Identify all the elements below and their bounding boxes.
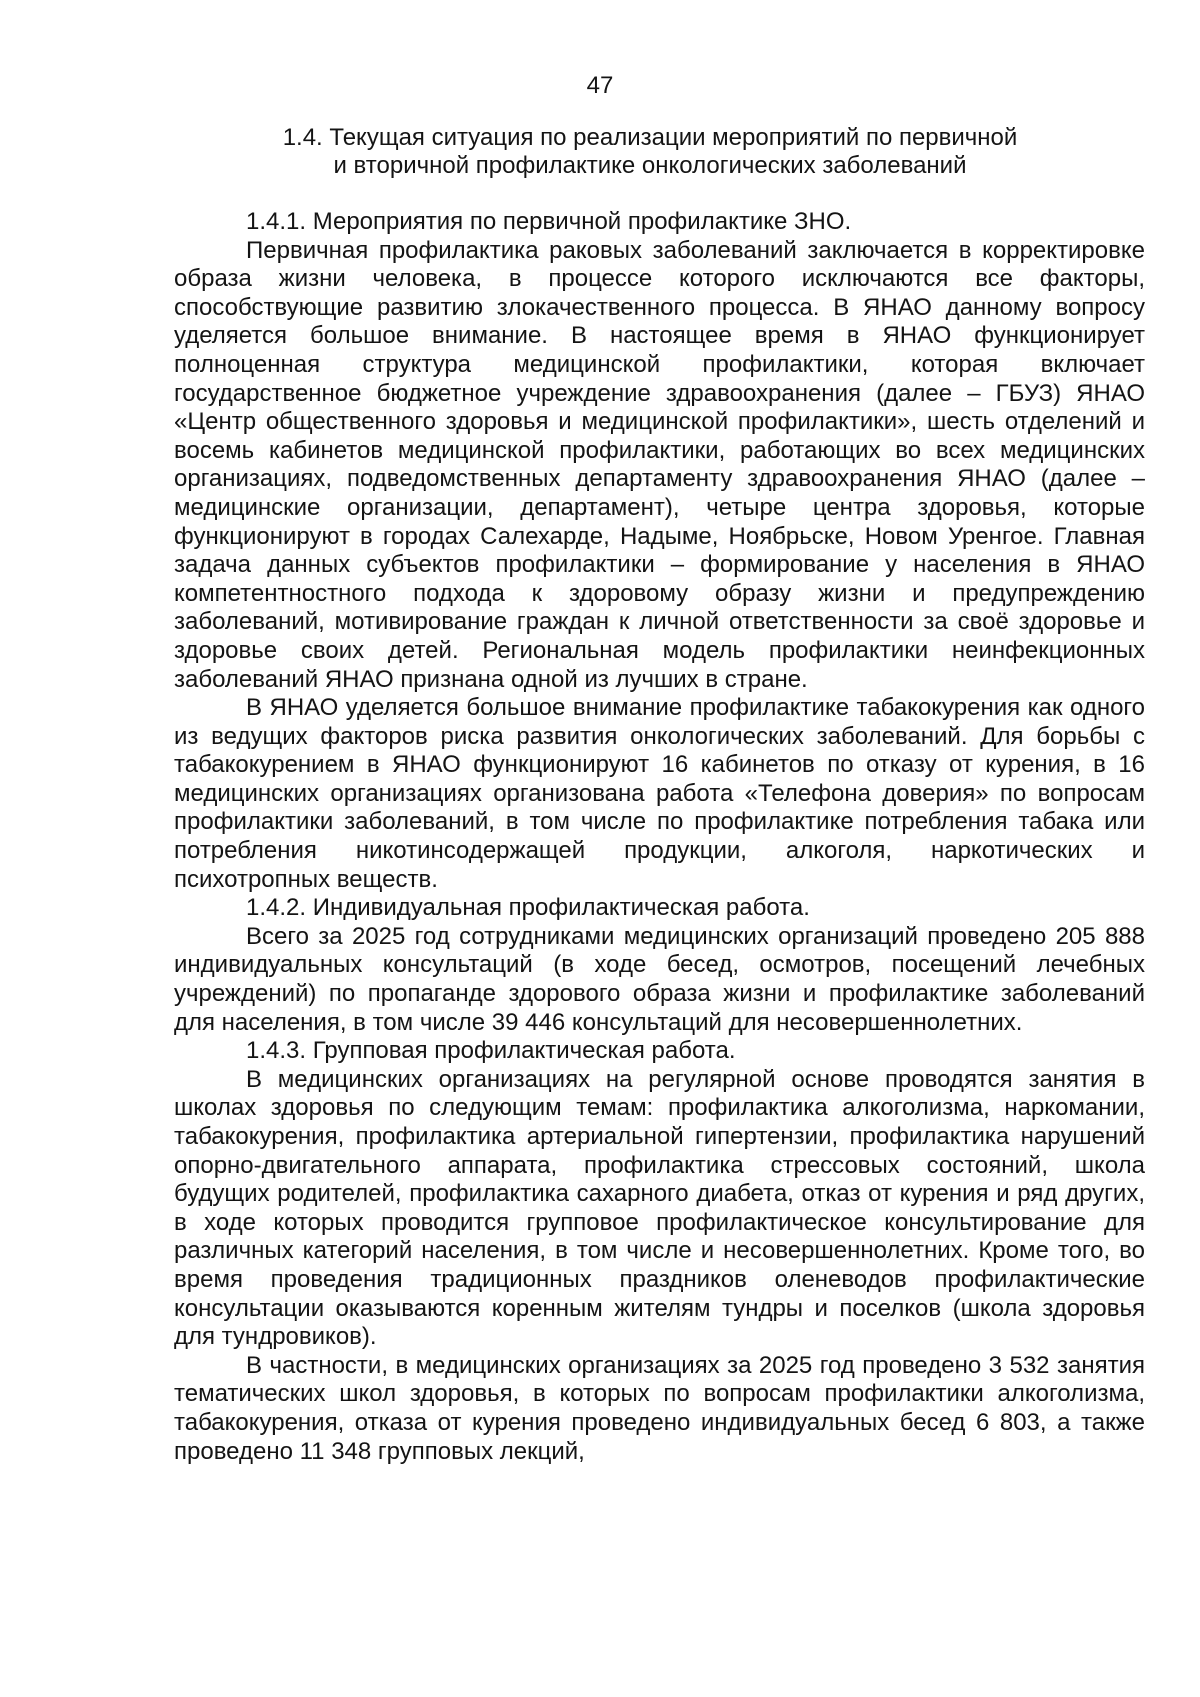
subsection-title-primary-prevention: 1.4.1. Мероприятия по первичной профилактике ЗНО. <box>246 208 852 235</box>
document-body <box>174 208 1145 1466</box>
paragraph-group-work: В медицинских организациях на регулярной основе проводятся занятия в школах здоровья по следующим темам: профилактика алкоголизма, наркомании, табакокурения, профилактика артериальной гипертензии, профилактика нарушений опорно-двигательного аппарата, профилактика стрессовых состояний, школа будущих родителей, профилактика сахарного диабета, отказ от курения и ряд других, в ходе которых проводится групповое профилактическое консультирование для различных категорий населения, в том числе и несовершеннолетних. Кроме того, во время проведения традиционных праздников оленеводов профилактические консультации оказываются коренным жителям тундры и поселков (школа здоровья для тундровиков). <box>174 1065 1145 1351</box>
subsection-title-group-work: 1.4.3. Групповая профилактическая работа. <box>246 1037 736 1065</box>
section-heading <box>250 124 1050 180</box>
subsection-title-individual-work: 1.4.2. Индивидуальная профилактическая работа. <box>246 894 810 922</box>
section-heading-line-2: и вторичной профилактике онкологических заболеваний <box>333 152 967 179</box>
paragraph-health-schools-stats: В частности, в медицинских организациях за 2025 год проведено 3 532 занятия тематических школ здоровья, в которых по вопросам профилактики алкоголизма, табакокурения, отказа от курения проведено индивидуальных бесед 6 803, а также проведено 11 348 групповых лекций, <box>174 1351 1145 1465</box>
page-number: 47 <box>586 72 614 99</box>
paragraph-primary-prevention: Первичная профилактика раковых заболеваний заключается в корректировке образа жизни человека, в процессе которого исключаются все факторы, способствующие развитию злокачественного процесса. В ЯНАО данному вопросу уделяется большое внимание. В настоящее время в ЯНАО функционирует полноценная структура медицинской профилактики, которая включает государственное бюджетное учреждение здравоохранения (далее – ГБУЗ) ЯНАО «Центр общественного здоровья и медицинской профилактики», шесть отделений и восемь кабинетов медицинской профилактики, работающих во всех медицинских организациях, подведомственных департаменту здравоохранения ЯНАО (далее – медицинские организации, департамент), четыре центра здоровья, которые функционируют в городах Салехарде, Надыме, Ноябрьске, Новом Уренгое. Главная задача данных субъектов профилактики – формирование у населения в ЯНАО компетентностного подхода к здоровому образу жизни и предупреждению заболеваний, мотивирование граждан к личной ответственности за своё здоровье и здоровье своих детей. Региональная модель профилактики неинфекционных заболеваний ЯНАО признана одной из лучших в стране. <box>174 236 1145 693</box>
paragraph-tobacco-prevention: В ЯНАО уделяется большое внимание профилактике табакокурения как одного из ведущих факторов риска развития онкологических заболеваний. Для борьбы с табакокурением в ЯНАО функционируют 16 кабинетов по отказу от курения, в 16 медицинских организациях организована работа «Телефона доверия» по вопросам профилактики заболеваний, в том числе по профилактике потребления табака или потребления никотинсодержащей продукции, алкоголя, наркотических и психотропных веществ. <box>174 694 1145 893</box>
paragraph-individual-work: Всего за 2025 год сотрудниками медицинских организаций проведено 205 888 индивидуальных консультаций (в ходе бесед, осмотров, посещений лечебных учреждений) по пропаганде здорового образа жизни и профилактике заболеваний для населения, в том числе 39 446 консультаций для несовершеннолетних. <box>174 922 1145 1036</box>
section-heading-line-1: 1.4. Текущая ситуация по реализации мероприятий по первичной <box>282 124 1018 151</box>
